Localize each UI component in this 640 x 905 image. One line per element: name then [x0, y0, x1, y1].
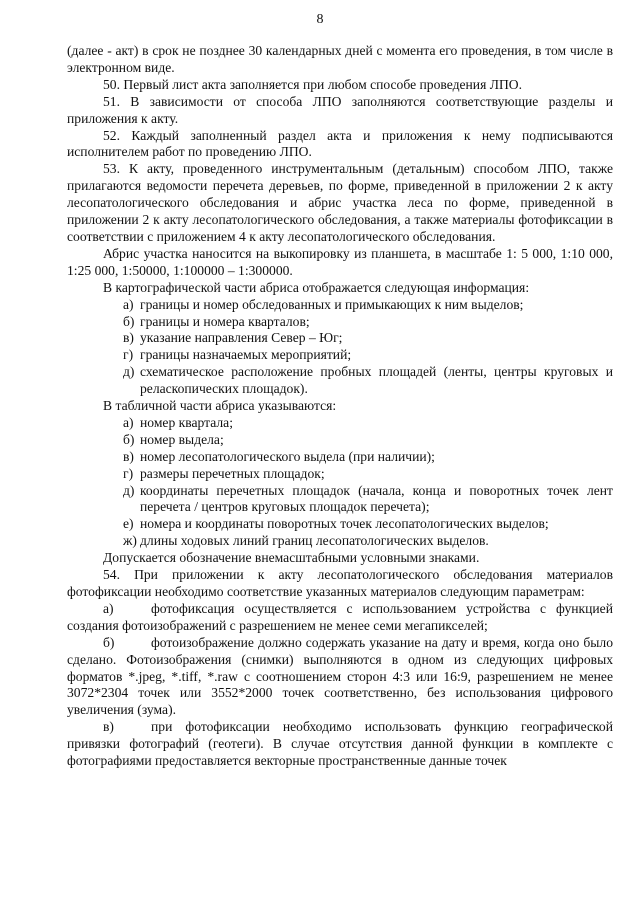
- list-text: номера и координаты поворотных точек лесопатологических выделов;: [140, 516, 549, 532]
- list-item: [67, 719, 613, 770]
- list-text: схематическое расположение пробных площадей (ленты, центры круговых и реласкопических площадок).: [140, 364, 613, 397]
- list-marker: а): [103, 600, 114, 616]
- list-item: [123, 516, 613, 533]
- list-text: номер лесопатологического выдела (при наличии);: [140, 448, 435, 464]
- list-text: границы и номера кварталов;: [140, 313, 310, 329]
- list-marker: а): [123, 296, 134, 312]
- list-marker: в): [103, 719, 114, 735]
- list-text: фотофиксация осуществляется с использованием устройства с функцией создания фотоизображений с разрешением не менее семи мегапикселей;: [67, 600, 613, 633]
- list-text: фотоизображение должно содержать указание на дату и время, когда оно было сделано. Фотоизображения (снимки) выполняются в одном из следующих цифровых форматов *.jpeg, *.tiff, *.raw с соотношением сторон 4:3 или 16:9, разрешением не менее 3072*2304 точек или 3552*2000 точек соответственно, без использования цифрового увеличения (зума).: [67, 634, 613, 718]
- list-item: [123, 483, 613, 517]
- paragraph-51: 51. В зависимости от способа ЛПО заполняются соответствующие разделы и приложения к акту.: [67, 93, 613, 126]
- list-marker: е): [123, 516, 134, 532]
- list-text: указание направления Север – Юг;: [140, 330, 343, 346]
- list-text: границы назначаемых мероприятий;: [140, 347, 352, 363]
- list-item: [123, 364, 613, 398]
- list-item: [123, 314, 613, 331]
- page-number: 8: [316, 12, 324, 27]
- list-text: длины ходовых линий границ лесопатологических выделов.: [140, 533, 489, 549]
- list-item: [123, 449, 613, 466]
- list-marker: б): [103, 634, 115, 650]
- list-item: [123, 330, 613, 347]
- paragraph-50: 50. Первый лист акта заполняется при любом способе проведения ЛПО.: [103, 76, 522, 92]
- list-marker: в): [123, 330, 134, 346]
- list-item: [123, 533, 613, 550]
- list-text: номер квартала;: [140, 414, 233, 430]
- paragraph-abris: Абрис участка наносится на выкопировку из планшета, в масштабе 1: 5 000, 1:10 000, 1:25 000, 1:50000, 1:100000 – 1:300000.: [67, 245, 613, 278]
- list-item: [123, 347, 613, 364]
- document-body: [67, 43, 613, 770]
- list-marker: б): [123, 431, 135, 447]
- list-marker: г): [123, 465, 134, 481]
- table-intro: В табличной части абриса указываются:: [103, 398, 337, 414]
- list-marker: а): [123, 414, 134, 430]
- list-item: [123, 466, 613, 483]
- paragraph-scale-note: Допускается обозначение внемасштабными условными знаками.: [103, 550, 480, 566]
- list-marker: ж): [123, 533, 137, 549]
- list-marker: д): [123, 364, 135, 380]
- list-item: [67, 601, 613, 635]
- list-marker: в): [123, 448, 134, 464]
- table-list: [67, 415, 613, 550]
- paragraph-53: 53. К акту, проведенного инструментальным (детальным) способом ЛПО, также прилагаются ведомости перечета деревьев, по форме, приведенной в приложении 2 к акту лесопатологического обследования и абрис участка леса по форме, приведенной в приложении 2 к акту лесопатологического обследования, а также материалы фотофиксации в соответствии с приложением 4 к акту лесопатологического обследования.: [67, 161, 613, 244]
- list-text: границы и номер обследованных и примыкающих к ним выделов;: [140, 296, 524, 312]
- paragraph-54: 54. При приложении к акту лесопатологического обследования материалов фотофиксации необходимо соответствие указанных материалов следующим параметрам:: [67, 567, 613, 599]
- carto-intro: В картографической части абриса отображается следующая информация:: [103, 279, 530, 295]
- list-item: [67, 635, 613, 720]
- paragraph-continuation: (далее - акт) в срок не позднее 30 календарных дней с момента его проведения, в том числе в электронном виде.: [67, 43, 613, 75]
- list-item: [123, 432, 613, 449]
- list-item: [123, 297, 613, 314]
- list-text: координаты перечетных площадок (начала, конца и поворотных точек лент перечета / центров круговых площадок перечета);: [140, 482, 613, 515]
- list-marker: г): [123, 347, 134, 363]
- carto-list: [67, 297, 613, 398]
- paragraph-52: 52. Каждый заполненный раздел акта и приложения к нему подписываются исполнителем работ по проведению ЛПО.: [67, 127, 613, 160]
- list-marker: б): [123, 313, 135, 329]
- list-text: номер выдела;: [140, 431, 224, 447]
- list-text: размеры перечетных площадок;: [140, 465, 325, 481]
- photo-requirements-list: [67, 601, 613, 770]
- list-marker: д): [123, 482, 135, 498]
- list-item: [123, 415, 613, 432]
- list-text: при фотофиксации необходимо использовать функцию географической привязки фотографий (геотеги). В случае отсутствия данной функции в комплекте с фотографиями предоставляется векторные пространственные данные точек: [67, 719, 613, 769]
